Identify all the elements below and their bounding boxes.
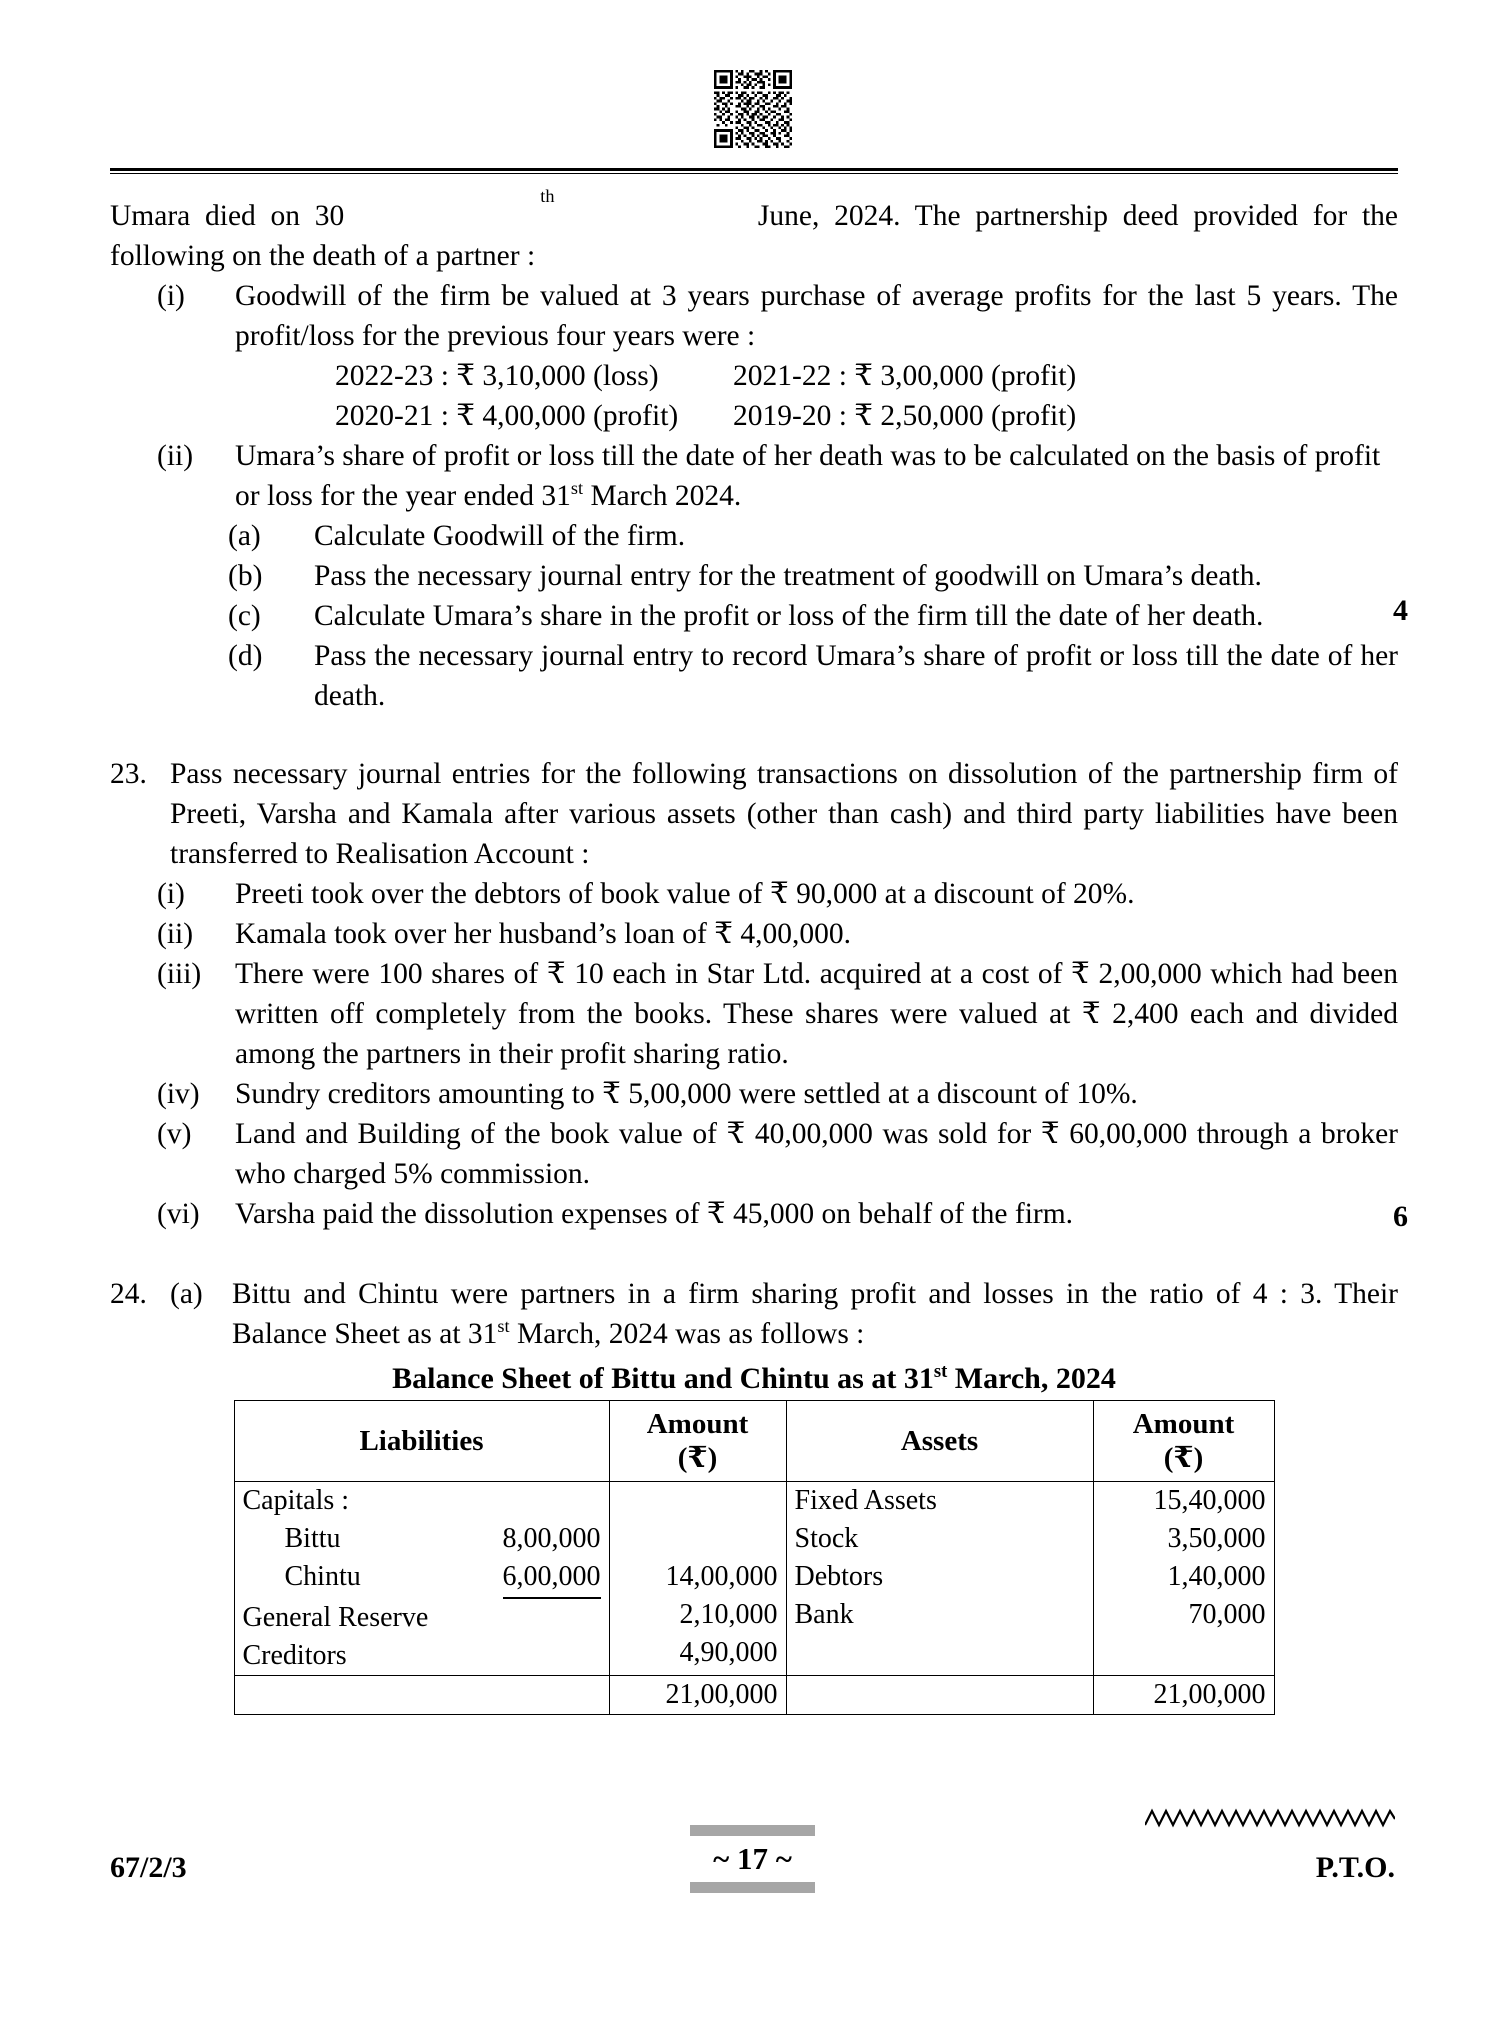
total-assets-label-cell <box>786 1676 1093 1715</box>
q22-sub-item-d-marker: (d) <box>228 640 263 672</box>
page-bar-top <box>690 1825 815 1836</box>
page-bar-bottom <box>690 1882 815 1893</box>
liab-label-chintu: Chintu <box>284 1561 361 1592</box>
asset-label-fixed-assets: Fixed Assets <box>794 1485 937 1516</box>
intro-ordinal-suffix: th <box>540 186 555 206</box>
liab-label-bittu: Bittu <box>284 1523 341 1554</box>
q23-stem <box>110 754 1398 874</box>
asset-label-stock: Stock <box>794 1523 859 1554</box>
liab-row-chintu <box>243 1558 601 1599</box>
liab-row-bittu <box>243 1520 601 1558</box>
page-number-block <box>0 1825 1505 1893</box>
balance-sheet-title-part1: Balance Sheet of Bittu and Chintu as at 31 <box>392 1362 934 1395</box>
q22-item-i-marker: (i) <box>157 280 185 312</box>
q23-item-vi <box>110 1194 1398 1234</box>
page-content <box>110 168 1408 1715</box>
q22-sub-item-a <box>110 516 1398 556</box>
q22-item-ii-text <box>235 436 1398 516</box>
asset-amount-stock: 3,50,000 <box>1167 1523 1266 1554</box>
q23-item-vi-marker: (vi) <box>157 1198 200 1230</box>
q24-stem-text <box>232 1274 1398 1354</box>
balance-sheet-title-part2: March, 2024 <box>947 1362 1116 1395</box>
intro-line-1-right: June, 2024. The partnership deed provided for the <box>750 200 1398 232</box>
pto-label: P.T.O. <box>1315 1851 1395 1884</box>
balance-sheet-title-ordinal-suffix: st <box>933 1361 948 1382</box>
page-number: ~ 17 ~ <box>713 1841 792 1876</box>
q23-marks: 6 <box>1393 1200 1408 1233</box>
q24-sub-marker: (a) <box>170 1278 203 1310</box>
qr-code-icon <box>714 70 792 148</box>
asset-label-debtors: Debtors <box>794 1561 884 1592</box>
q22-sub-item-c-marker: (c) <box>228 600 261 632</box>
q22-sub-item-c <box>110 596 1398 636</box>
intro-line-1-left: Umara died on 30 <box>110 200 345 232</box>
liab-label-capitals: Capitals : <box>242 1485 350 1516</box>
q23-item-i-text: Preeti took over the debtors of book value of ₹ 90,000 at a discount of 20%. <box>235 878 1135 910</box>
assets-cell <box>786 1482 1093 1676</box>
table-row <box>234 1482 1274 1676</box>
header-amount-liabilities <box>609 1401 786 1482</box>
liab-amount-chintu: 6,00,000 <box>503 1558 601 1599</box>
q23-item-v-text: Land and Building of the book value of ₹ 40,00,000 was sold for ₹ 60,00,000 through a broker who charged 5% commission. <box>235 1118 1398 1190</box>
q23-item-iii <box>110 954 1398 1074</box>
q23-item-i-marker: (i) <box>157 878 185 910</box>
assets-amount-cell <box>1093 1482 1274 1676</box>
asset-amount-fixed-assets: 15,40,000 <box>1153 1485 1266 1516</box>
intro-line-2: following on the death of a partner : <box>110 240 536 272</box>
q24-stem-ordinal-suffix: st <box>497 1316 510 1337</box>
balance-sheet-title <box>110 1360 1398 1398</box>
q22-item-ii-marker: (ii) <box>157 440 194 472</box>
q23-number: 23. <box>110 758 147 790</box>
question-23 <box>110 754 1408 1234</box>
q24-stem-part2: March, 2024 was as follows : <box>509 1318 865 1350</box>
q22-item-ii-ordinal-suffix: st <box>570 478 584 499</box>
total-liabilities-label-cell <box>234 1676 609 1715</box>
liab-label-creditors: Creditors <box>242 1640 347 1671</box>
asset-label-bank: Bank <box>794 1599 854 1630</box>
total-liabilities-amount: 21,00,000 <box>609 1676 786 1715</box>
page-number-group <box>690 1825 815 1893</box>
header-assets: Assets <box>786 1401 1093 1482</box>
q23-item-ii-marker: (ii) <box>157 918 194 950</box>
q22-item-ii-text-head: Umara’s share of profit or loss till the date of her death was to be calculated on the basis of profit or loss for the year ended 31 <box>235 440 1381 512</box>
q22-sub-item-b-marker: (b) <box>228 560 263 592</box>
q22-item-ii <box>110 436 1398 516</box>
liab-amount-bittu: 8,00,000 <box>502 1523 601 1554</box>
q22-sub-item-c-text: Calculate Umara’s share in the profit or loss of the firm till the date of her death. <box>314 600 1264 632</box>
liab-amount-general-reserve: 2,10,000 <box>679 1599 778 1630</box>
q22-sub-item-b-text: Pass the necessary journal entry for the treatment of goodwill on Umara’s death. <box>314 560 1262 592</box>
liabilities-amount-cell <box>609 1482 786 1676</box>
paper-code: 67/2/3 <box>110 1851 187 1884</box>
qr-code-container <box>0 70 1505 148</box>
header-amount-assets-word: Amount <box>1132 1408 1235 1440</box>
table-total-row <box>234 1676 1274 1715</box>
header-amount-assets-unit: (₹) <box>1163 1442 1204 1474</box>
q23-stem-text: Pass necessary journal entries for the following transactions on dissolution of the partnership firm of Preeti, Varsha and Kamala after various assets (other than cash) and third party liabilities have been transferred to Realisation Account : <box>170 758 1398 870</box>
q22-item-i <box>110 276 1398 356</box>
q24-stem-part1: Bittu and Chintu were partners in a firm sharing profit and losses in the ratio of 4 : 3. Their Balance Sheet as at 31 <box>232 1278 1398 1350</box>
q22-item-i-text: Goodwill of the firm be valued at 3 years purchase of average profits for the last 5 years. The profit/loss for the previous four years were : <box>235 280 1398 352</box>
header-rule <box>110 168 1398 174</box>
q23-item-iv <box>110 1074 1398 1114</box>
q22-item-ii-text-tail: March 2024. <box>583 480 742 512</box>
table-header-row <box>234 1401 1274 1482</box>
asset-amount-bank: 70,000 <box>1188 1599 1266 1630</box>
profit-loss-grid <box>335 356 1398 436</box>
balance-sheet-table <box>234 1400 1275 1715</box>
q23-item-ii <box>110 914 1398 954</box>
q22-sub-item-d-text: Pass the necessary journal entry to record Umara’s share of profit or loss till the date of her death. <box>314 640 1398 712</box>
question-24 <box>110 1274 1398 1715</box>
liabilities-cell <box>234 1482 609 1676</box>
profit-2020-21: 2020-21 : ₹ 4,00,000 (profit) <box>335 400 679 432</box>
liab-amount-creditors: 4,90,000 <box>679 1637 778 1668</box>
total-assets-amount: 21,00,000 <box>1093 1676 1274 1715</box>
q22-marks: 4 <box>1393 594 1408 627</box>
profit-row <box>335 396 1398 436</box>
liab-amount-capitals-total: 14,00,000 <box>665 1561 778 1592</box>
q22-sub-items <box>110 516 1408 716</box>
liab-label-general-reserve: General Reserve <box>242 1602 429 1633</box>
header-amount-liabilities-word: Amount <box>646 1408 749 1440</box>
intro-paragraph <box>110 186 1398 276</box>
profit-2019-20: 2019-20 : ₹ 2,50,000 (profit) <box>733 400 1077 432</box>
q23-item-v <box>110 1114 1398 1194</box>
q24-number: 24. <box>110 1278 147 1310</box>
q24-stem <box>110 1274 1398 1354</box>
header-amount-assets <box>1093 1401 1274 1482</box>
page-footer <box>0 1835 1505 1915</box>
q22-sub-item-d <box>110 636 1398 716</box>
q23-item-ii-text: Kamala took over her husband’s loan of ₹ 4,00,000. <box>235 918 852 950</box>
q22-sub-item-a-marker: (a) <box>228 520 261 552</box>
header-liabilities: Liabilities <box>234 1401 609 1482</box>
q22-sub-item-a-text: Calculate Goodwill of the firm. <box>314 520 686 552</box>
q23-item-iv-text: Sundry creditors amounting to ₹ 5,00,000 were settled at a discount of 10%. <box>235 1078 1138 1110</box>
q22-sub-item-b <box>110 556 1398 596</box>
profit-row <box>335 356 1398 396</box>
q23-item-v-marker: (v) <box>157 1118 192 1150</box>
profit-2021-22: 2021-22 : ₹ 3,00,000 (profit) <box>733 360 1077 392</box>
q23-item-iv-marker: (iv) <box>157 1078 200 1110</box>
header-amount-liabilities-unit: (₹) <box>677 1442 718 1474</box>
q23-item-iii-text: There were 100 shares of ₹ 10 each in Star Ltd. acquired at a cost of ₹ 2,00,000 which had been written off completely from the books. These shares were valued at ₹ 2,400 each and divided among the partners in their profit sharing ratio. <box>235 958 1398 1070</box>
q23-item-vi-text: Varsha paid the dissolution expenses of ₹ 45,000 on behalf of the firm. <box>235 1198 1074 1230</box>
asset-amount-debtors: 1,40,000 <box>1167 1561 1266 1592</box>
q23-item-i <box>110 874 1398 914</box>
profit-2022-23: 2022-23 : ₹ 3,10,000 (loss) <box>335 360 659 392</box>
q23-item-iii-marker: (iii) <box>157 958 202 990</box>
intro-line-1 <box>110 186 1398 236</box>
